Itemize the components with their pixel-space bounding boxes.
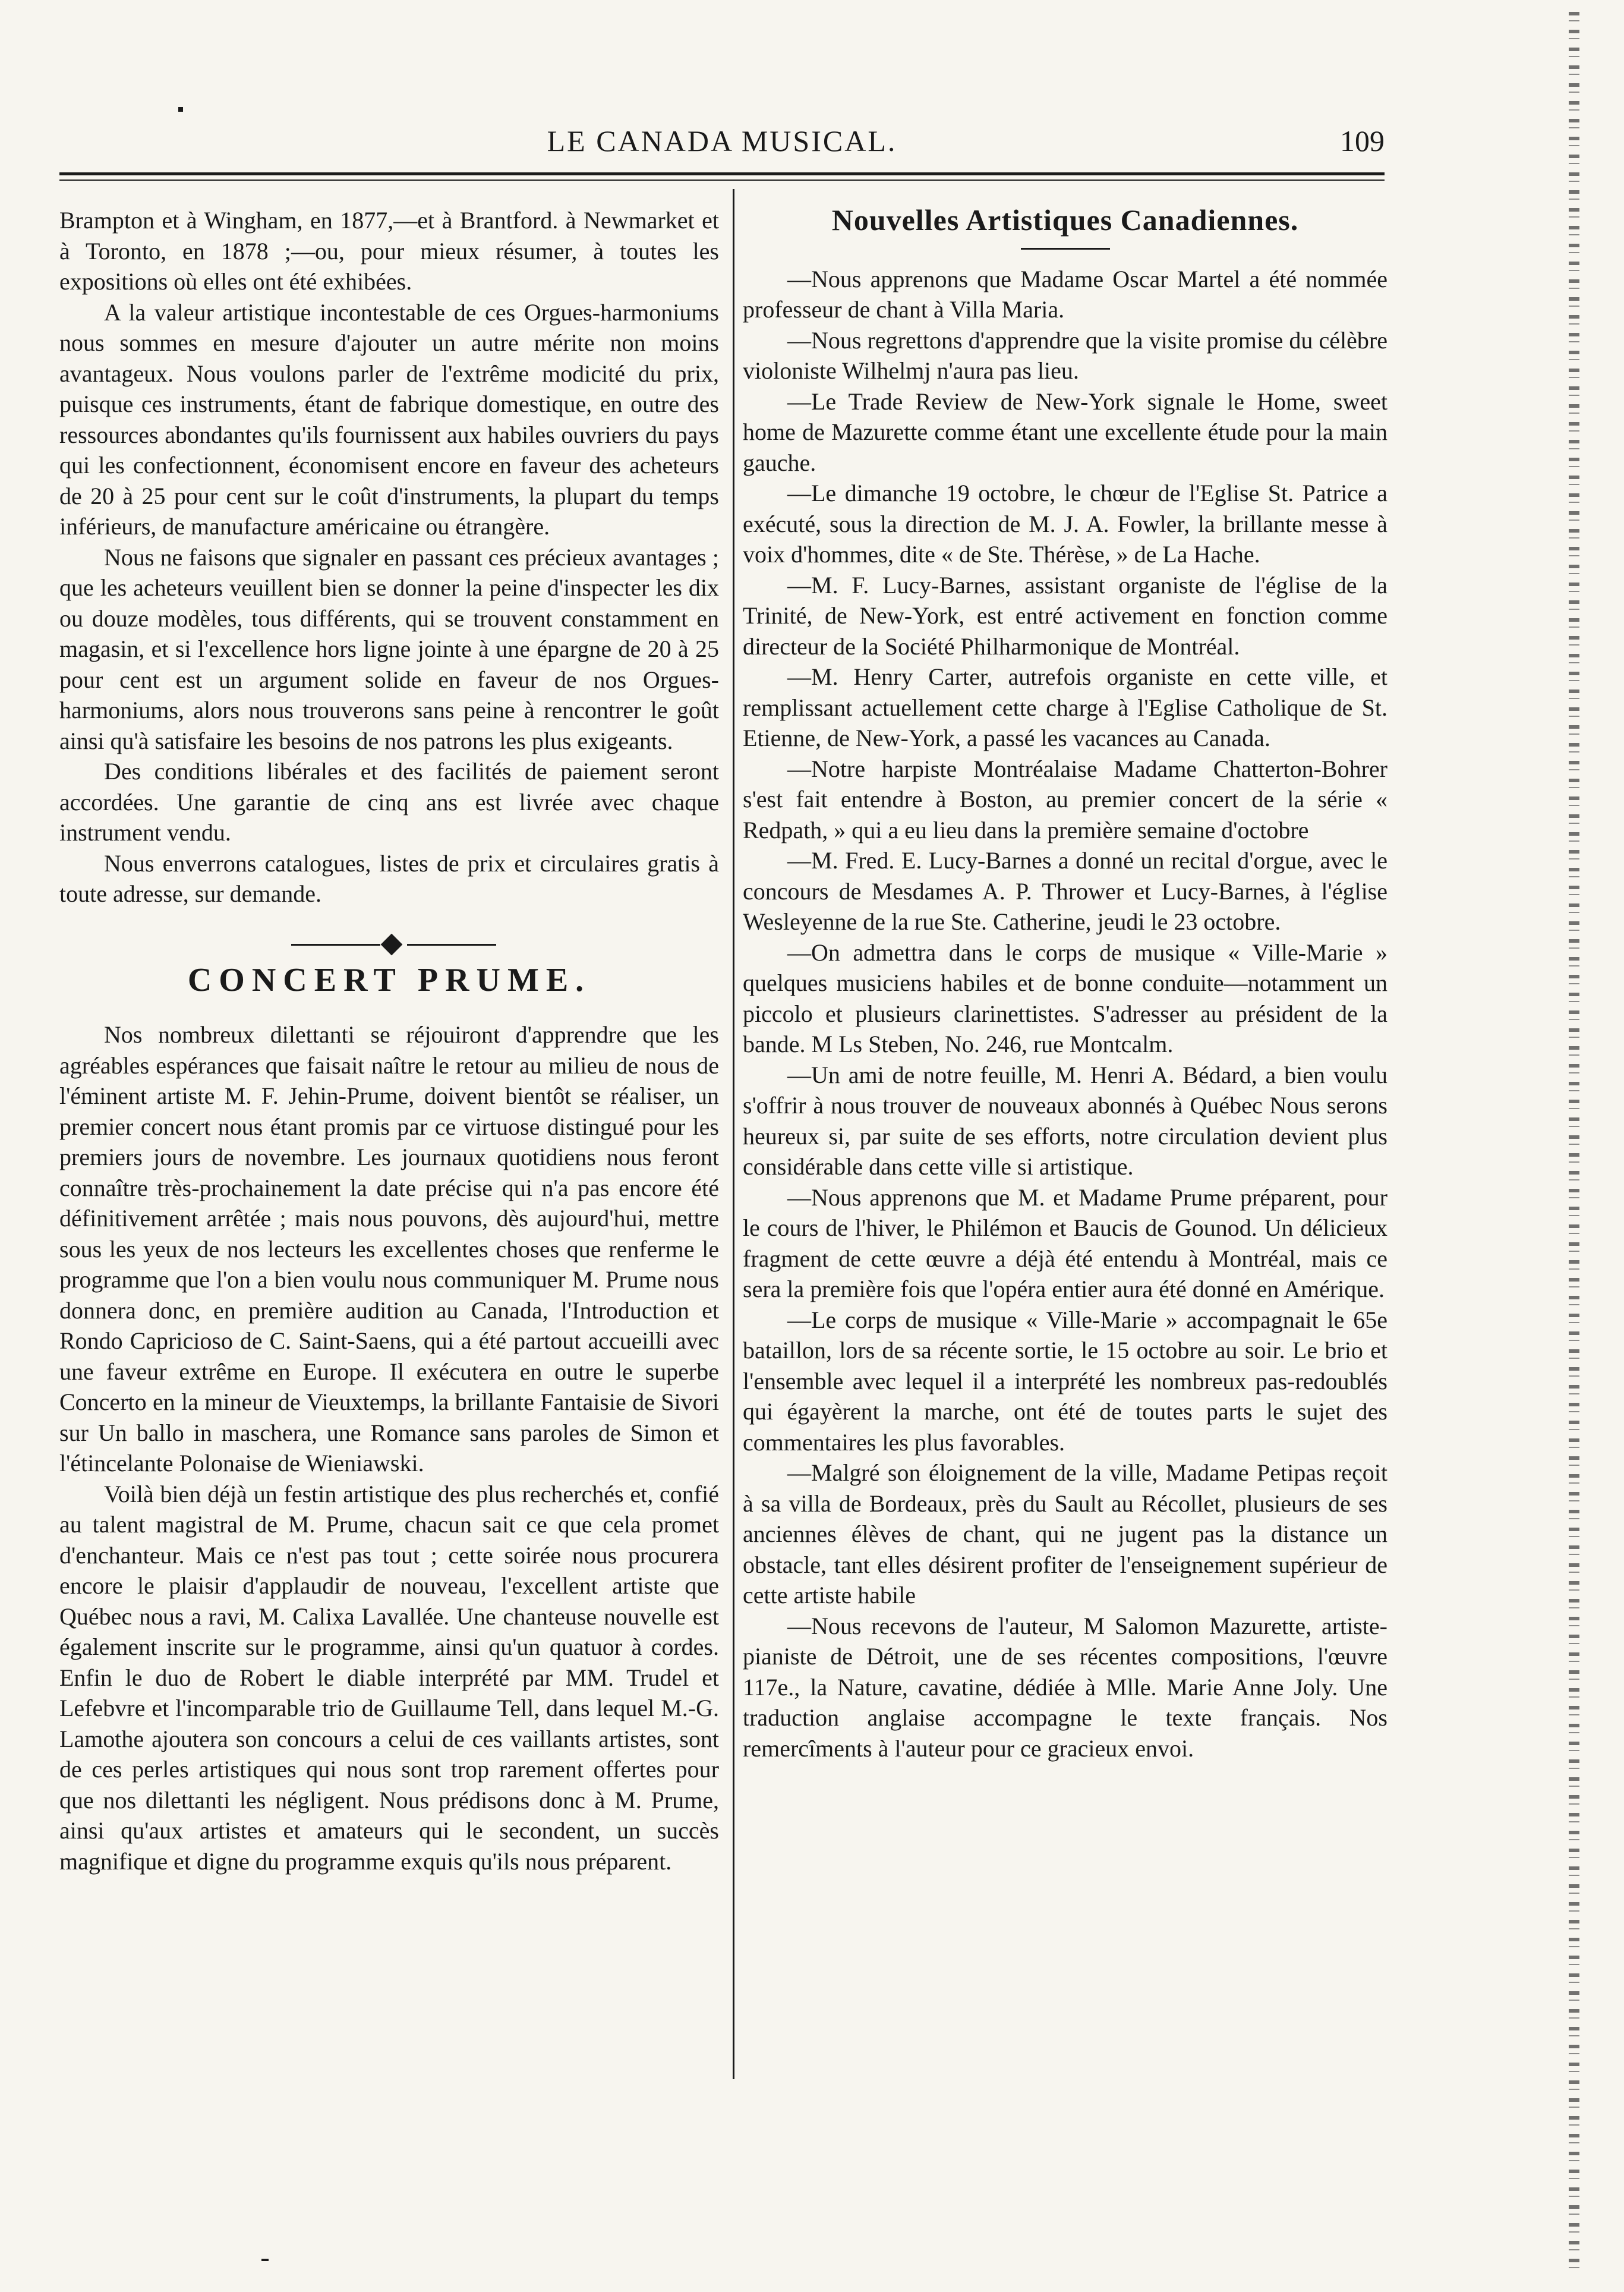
ornament-divider — [59, 933, 719, 957]
left-column — [59, 205, 719, 1877]
left-paragraph: Des conditions libérales et des facilités de paiement seront accordées. Une garantie de cinq ans est livrée avec chaque instrument vendu. — [59, 758, 719, 846]
news-item: —Nous apprenons que M. et Madame Prume préparent, pour le cours de l'hiver, le Philémon et Baucis de Gounod. Un délicieux fragment de cette œuvre a déjà été entendu à Montréal, mais ce sera la première fois que l'opéra entier aura été donné en Amérique. — [743, 1183, 1388, 1302]
ornament-diamond-icon — [381, 933, 403, 955]
binding-edge-artifact — [1569, 12, 1579, 2271]
page-title: LE CANADA MUSICAL. — [547, 124, 897, 158]
left-paragraph: Nous ne faisons que signaler en passant ces précieux avantages ; que les acheteurs veuillent bien se donner la peine d'inspecter les dix ou douze modèles, tous différents, qui se trouvent constamment en magasin, et si l'excellence hors ligne jointe à une épargne de 20 à 25 pour cent est un argument solide en faveur de nos Orgues-harmoniums, alors nous trouverons sans peine à rencontrer le goût ainsi qu'à satisfaire les besoins de nos patrons les plus exigeants. — [59, 543, 719, 754]
news-item: —Le dimanche 19 octobre, le chœur de l'Eglise St. Patrice a exécuté, sous la direction de M. J. A. Fowler, la brillante messe à voix d'hommes, dite « de Ste. Thérèse, » de La Hache. — [743, 480, 1388, 568]
news-item: —Notre harpiste Montréalaise Madame Chatterton-Bohrer s'est fait entendre à Boston, au premier concert de la série « Redpath, » qui a eu lieu dans la première semaine d'octobre — [743, 755, 1388, 843]
concert-heading: CONCERT PRUME. — [187, 961, 591, 999]
news-section-heading: Nouvelles Artistiques Canadiennes. — [831, 203, 1299, 237]
concert-paragraph: Voilà bien déjà un festin artistique des plus recherchés et, confié au talent magistral de M. Prume, chacun sait ce que cela promet d'enchanteur. Mais ce n'est pas tout ; cette soirée nous procurera encore le plaisir d'applaudir de nouveau, l'excellent artiste que Québec nous a ravi, M. Calixa Lavallée. Une chanteuse nouvelle est également inscrite sur le programme, ainsi qu'un quatuor à cordes. Enfin le duo de Robert le diable interprété par MM. Trudel et Lefebvre et l'incomparable trio de Guillaume Tell, dans lequel M.-G. Lamothe ajoutera son concours a celui de ces vaillants artistes, sont de ces perles artistiques qui nous sont trop rarement offertes pour que nos dilettanti les négligent. Nous prédisons donc à M. Prume, ainsi qu'aux artistes et amateurs qui le secondent, un succès magnifique et digne du programme exquis qu'ils nous préparent. — [59, 1480, 719, 1875]
left-paragraph: Nous enverrons catalogues, listes de prix et circulaires gratis à toute adresse, sur demande. — [59, 849, 719, 907]
scan-speck — [178, 107, 183, 112]
news-item: —Nous apprenons que Madame Oscar Martel a été nommée professeur de chant à Villa Maria. — [743, 265, 1388, 323]
header-rule — [59, 172, 1385, 175]
header-rule-thin — [59, 180, 1385, 181]
column-divider — [733, 189, 734, 2079]
left-paragraph: A la valeur artistique incontestable de ces Orgues-harmoniums nous sommes en mesure d'ajouter un autre mérite non moins avantageux. Nous voulons parler de l'extrême modicité du prix, puisque ces instruments, étant de fabrique domestique, en outre des ressources abondantes qu'ils fournissent aux habiles ouvriers du pays qui les confectionnent, économisent encore en faveur des acheteurs de 20 à 25 pour cent sur le coût d'instruments, la plupart du temps inférieurs, de manufacture américaine ou étrangère. — [59, 298, 719, 540]
ornament-line-right — [407, 944, 496, 946]
news-item: —M. Fred. E. Lucy-Barnes a donné un recital d'orgue, avec le concours de Mesdames A. P. Thrower et Lucy-Barnes, à l'église Wesleyenne de la rue Ste. Catherine, jeudi le 23 octobre. — [743, 847, 1388, 935]
news-item: —M. F. Lucy-Barnes, assistant organiste de l'église de la Trinité, de New-York, est entré activement en fonction comme directeur de la Société Philharmonique de Montréal. — [743, 571, 1388, 660]
news-item: —Le Trade Review de New-York signale le Home, sweet home de Mazurette comme étant une excellente étude pour la main gauche. — [743, 388, 1388, 476]
concert-paragraph: Nos nombreux dilettanti se réjouiront d'apprendre que les agréables espérances que faisait naître le retour au milieu de nous de l'éminent artiste M. F. Jehin-Prume, doivent bientôt se réaliser, un premier concert nous étant promis par ce virtuose distingué pour les premiers jours de novembre. Les journaux quotidiens nous feront connaître très-prochainement la date précise qui n'a pas encore été définitivement arrêtée ; mais nous pouvons, dès aujourd'hui, mettre sous les yeux de nos lecteurs les excellentes choses que renferme le programme que l'on a bien voulu nous communiquer M. Prume nous donnera donc, en première audition au Canada, l'Introduction et Rondo Capricioso de C. Saint-Saens, qui a été partout accueilli avec une faveur extrême en Europe. Il exécutera en outre le superbe Concerto en la mineur de Vieuxtemps, la brillante Fantaisie de Sivori sur Un ballo in maschera, une Romance sans paroles de Simon et l'étincelante Polonaise de Wieniawski. — [59, 1021, 719, 1476]
right-column — [743, 205, 1388, 1764]
news-item: —Nous recevons de l'auteur, M Salomon Mazurette, artiste-pianiste de Détroit, une de ses récentes compositions, l'œuvre 117e., la Nature, cavatine, dédiée à Mlle. Marie Anne Joly. Une traduction anglaise accompagne le texte français. Nos remercîments à l'auteur pour ce gracieux envoi. — [743, 1612, 1388, 1762]
scan-speck — [261, 2259, 269, 2261]
page-number: 109 — [1340, 124, 1385, 158]
news-item: —Un ami de notre feuille, M. Henri A. Bédard, a bien voulu s'offrir à nous trouver de nouveaux abonnés à Québec Nous serons heureux si, par suite de ses efforts, notre circulation devient plus considérable dans cette ville si artistique. — [743, 1061, 1388, 1180]
news-item: —M. Henry Carter, autrefois organiste en cette ville, et remplissant actuellement cette charge à l'Eglise Catholique de St. Etienne, de New-York, a passé les vacances au Canada. — [743, 663, 1388, 751]
news-item: —Nous regrettons d'apprendre que la visite promise du célèbre violoniste Wilhelmj n'aura pas lieu. — [743, 326, 1388, 384]
news-item: —Le corps de musique « Ville-Marie » accompagnait le 65e bataillon, lors de sa récente sortie, le 15 octobre au soir. Le brio et l'ensemble avec lequel il a interprété les nombreux pas-redoublés qui égayèrent la marche, ont été de toutes parts le sujet des commentaires les plus favorables. — [743, 1306, 1388, 1456]
left-paragraph: Brampton et à Wingham, en 1877,—et à Brantford. à Newmarket et à Toronto, en 1878 ;—ou, pour mieux résumer, à toutes les expositions où elles ont été exhibées. — [59, 207, 719, 295]
news-item: —On admettra dans le corps de musique « Ville-Marie » quelques musiciens habiles et de bonne conduite—notamment un piccolo et plusieurs clarinettistes. S'adresser au président de la bande. M Ls Steben, No. 246, rue Montcalm. — [743, 939, 1388, 1057]
news-item: —Malgré son éloignement de la ville, Madame Petipas reçoit à sa villa de Bordeaux, près du Sault au Récollet, plusieurs de ses anciennes élèves de chant, qui ne jugent pas la distance un obstacle, tant elles désirent profiter de l'enseignement supérieur de cette artiste habile — [743, 1459, 1388, 1608]
heading-rule — [1021, 248, 1110, 250]
page-header — [59, 119, 1385, 166]
ornament-line-left — [291, 944, 380, 946]
